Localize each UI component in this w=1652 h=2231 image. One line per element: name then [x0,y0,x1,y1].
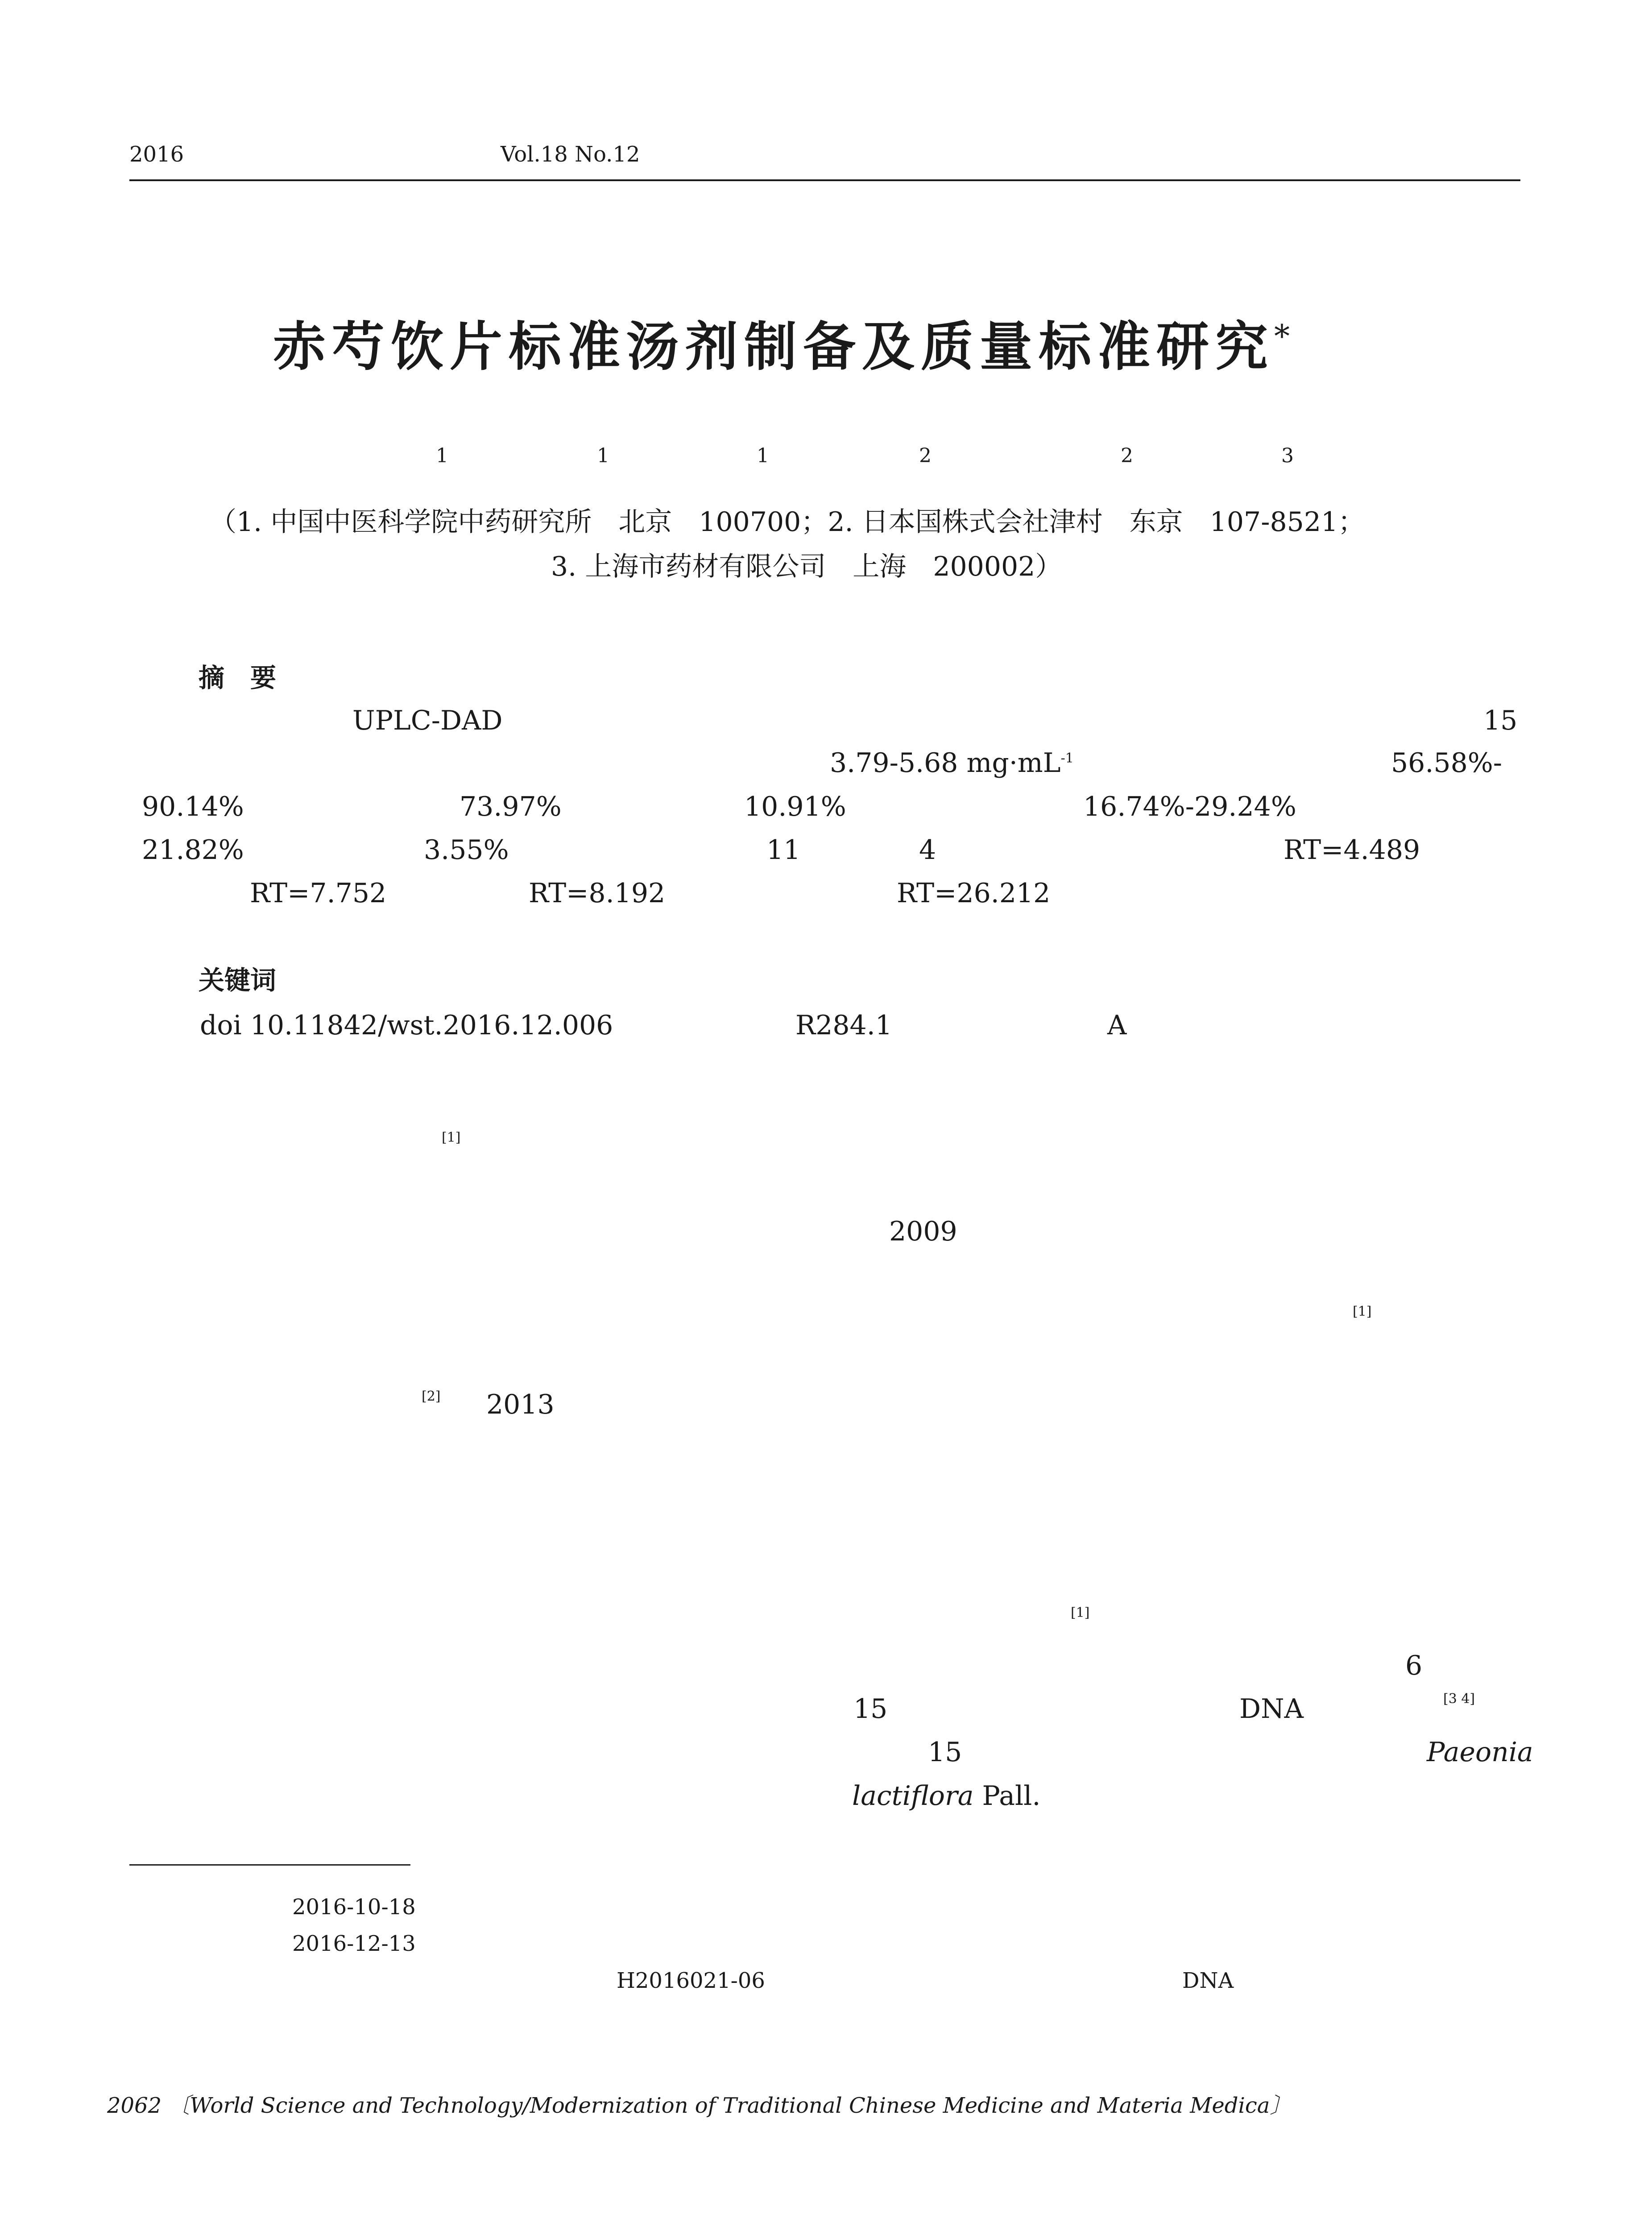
citation: [2] [422,1389,441,1404]
header-rule [129,179,1520,181]
species-authority: Pall. [982,1780,1041,1812]
abstract-label: 摘 要 [199,663,277,693]
abstract-token: 56.58%- [1391,747,1503,779]
abstract-token: 90.14% [142,791,244,822]
affiliation-line-1: （1. 中国中医科学院中药研究所 北京 100700；2. 日本国株式会社津村 东京 107-8521； [210,506,1365,538]
intro-year: 2013 [486,1389,555,1420]
author-mark: 1 [436,444,448,467]
journal-name: 〔World Science and Technology/Modernization of Traditional Chinese Medicine and Materia Medica〕 [168,2093,1292,2118]
article-title [273,315,1296,377]
author-mark: 3 [1281,444,1294,467]
author-mark: 1 [757,444,769,467]
citation: [1] [1071,1605,1090,1621]
author-mark: 2 [1121,444,1133,467]
abstract-token: RT=4.489 [1284,834,1420,866]
abstract-token: 15 [1483,705,1518,736]
species-name [852,1780,1041,1812]
doi: doi 10.11842/wst.2016.12.006 [200,1010,613,1041]
species-genus: Paeonia [1427,1737,1533,1768]
abstract-token [830,747,1074,779]
intro-term: DNA [1239,1693,1304,1725]
abstract-token: 4 [919,834,936,866]
abstract-token: 73.97% [460,791,562,822]
fund-term: DNA [1182,1968,1234,1993]
title-footnote-mark: * [1274,318,1296,355]
abstract-token: UPLC-DAD [352,705,503,736]
abstract-token: 11 [766,834,801,866]
intro-number: 15 [928,1737,962,1768]
footnote-rule [129,1864,410,1866]
header-volume: Vol.18 No.12 [501,142,640,167]
concentration-range: 3.79-5.68 mg·mL [830,747,1061,779]
fund-number: H2016021-06 [617,1968,765,1993]
intro-number: 15 [853,1693,888,1725]
species-epithet: lactiflora [852,1780,974,1812]
keywords-label: 关键词 [199,965,277,995]
affiliation-line-2: 3. 上海市药材有限公司 上海 200002） [551,551,1062,582]
author-mark: 1 [597,444,609,467]
abstract-token: RT=8.192 [529,878,666,909]
citation: [1] [442,1130,461,1145]
title-text: 赤芍饮片标准汤剂制备及质量标准研究 [273,315,1275,377]
abstract-token: RT=26.212 [897,878,1051,909]
page-footer [107,2095,1291,2116]
abstract-token: 16.74%-29.24% [1083,791,1296,822]
citation: [1] [1353,1304,1372,1319]
document-code: A [1107,1010,1127,1041]
intro-year: 2009 [889,1216,957,1247]
abstract-token: RT=7.752 [250,878,387,909]
received-date: 2016-10-18 [292,1895,416,1920]
abstract-token: 10.91% [744,791,846,822]
abstract-token: 3.55% [424,834,509,866]
unit-exponent: -1 [1060,751,1074,766]
header-year: 2016 [129,142,184,167]
clc-number: R284.1 [795,1010,892,1041]
page-number: 2062 [107,2093,162,2118]
revised-date: 2016-12-13 [292,1931,416,1956]
citation: [3 4] [1443,1691,1475,1707]
author-mark: 2 [919,444,932,467]
abstract-token: 21.82% [142,834,244,866]
intro-number: 6 [1405,1650,1423,1681]
